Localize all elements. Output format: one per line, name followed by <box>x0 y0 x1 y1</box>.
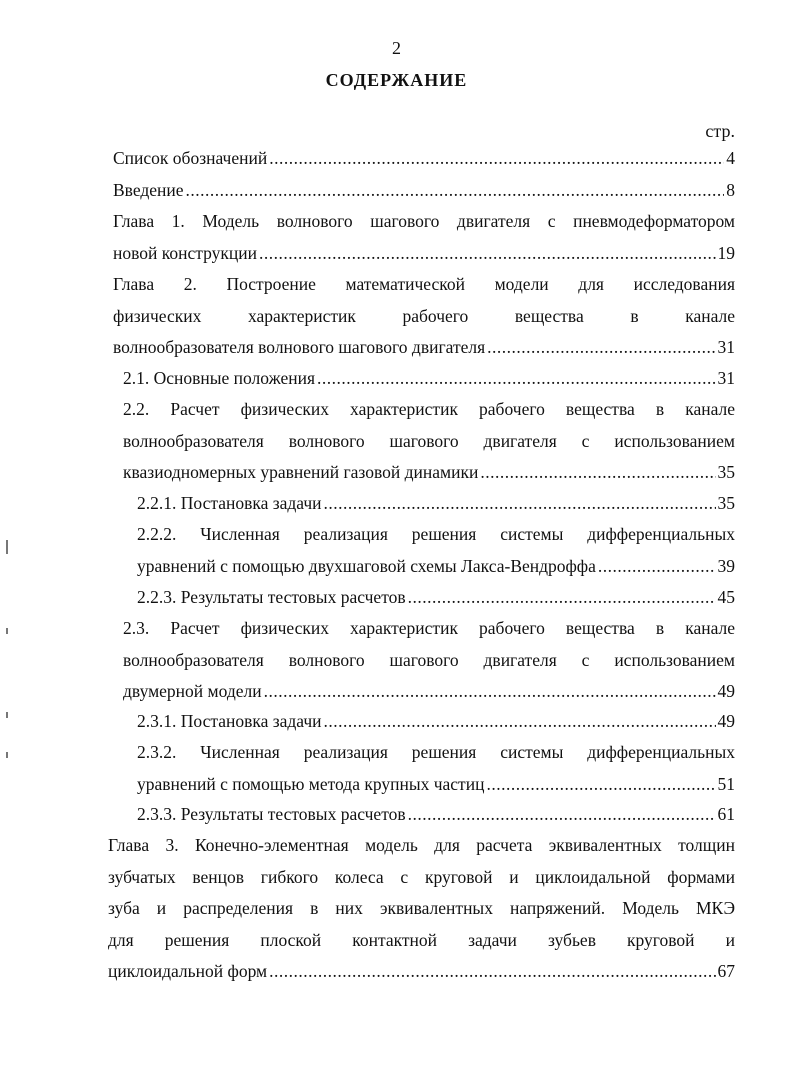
toc-entry-title: 2.3.1. Постановка задачи <box>137 711 322 731</box>
toc-entry[interactable] <box>113 206 735 269</box>
margin-mark <box>6 628 8 634</box>
toc-entry[interactable] <box>137 737 735 800</box>
toc-entry-title: новой конструкции <box>113 242 257 263</box>
toc-entry-line: 2.2.2. Численная реализация решения системы дифференциальных <box>137 524 735 544</box>
toc-entry-line: 2.3.2. Численная реализация решения системы дифференциальных <box>137 742 735 762</box>
toc-entry-page: 51 <box>717 773 735 794</box>
toc-entry-title: 2.3.3. Результаты тестовых расчетов <box>137 804 406 824</box>
toc-entry-page: 45 <box>717 587 735 607</box>
toc-entry[interactable] <box>113 175 735 207</box>
toc-entry-line: Глава 2. Построение математической модели для исследования <box>113 274 735 294</box>
margin-mark <box>6 540 8 554</box>
toc-entry-line: Глава 3. Конечно-элементная модель для расчета эквивалентных толщин <box>108 835 735 855</box>
toc-entry[interactable] <box>137 799 735 831</box>
toc-entry[interactable] <box>108 830 735 988</box>
toc-entry-title: волнообразователя волнового шагового двигателя <box>113 337 486 357</box>
toc-entry-page: 39 <box>717 555 735 576</box>
toc-entry-title: 2.1. Основные положения <box>123 368 316 388</box>
toc-entry[interactable] <box>137 706 735 738</box>
toc-entry-page: 19 <box>717 242 735 263</box>
toc-entry-line: Глава 1. Модель волнового шагового двигателя с пневмодеформатором <box>113 211 735 231</box>
toc-entry[interactable] <box>137 488 735 520</box>
toc-entry-line: волнообразователя волнового шагового двигателя с использованием <box>123 430 735 451</box>
toc-entry[interactable] <box>137 582 735 614</box>
toc-entry-page: 35 <box>717 462 735 482</box>
toc-entry-page: 61 <box>717 804 735 824</box>
toc-entry-line: 2.3. Расчет физических характеристик рабочего вещества в канале <box>123 618 735 638</box>
toc-entry-page: 49 <box>717 711 735 731</box>
toc-entry-title: уравнений с помощью метода крупных частиц <box>137 773 485 794</box>
toc-entry-line: для решения плоской контактной задачи зубьев круговой и <box>108 929 735 950</box>
toc-entry-line: зубчатых венцов гибкого колеса с круговой и циклоидальной формами <box>108 866 735 887</box>
toc-entry[interactable] <box>113 269 735 364</box>
page-column-label: стр. <box>705 121 735 141</box>
toc-entry-title: квазиодномерных уравнений газовой динамики <box>123 462 479 482</box>
toc-entry-page: 35 <box>717 493 735 513</box>
page-number: 2 <box>392 38 401 58</box>
toc-entry-line: физических характеристик рабочего вещества в канале <box>113 305 735 326</box>
toc-entry-title: 2.2.1. Постановка задачи <box>137 493 322 513</box>
toc-entry-title: Список обозначений <box>113 148 268 168</box>
margin-mark <box>6 712 8 718</box>
toc-entry-page: 8 <box>726 180 735 200</box>
toc-entry[interactable] <box>123 613 735 708</box>
toc-entry[interactable] <box>137 519 735 582</box>
toc-entry-page: 67 <box>717 961 735 981</box>
toc-entry-line: зуба и распределения в них эквивалентных напряжений. Модель МКЭ <box>108 898 735 918</box>
toc-entry-page: 4 <box>726 148 735 168</box>
toc-entry-title: Введение <box>113 180 184 200</box>
margin-mark <box>6 752 8 758</box>
toc-entry[interactable] <box>123 363 735 395</box>
toc-entry-page: 31 <box>717 337 735 357</box>
page-title: СОДЕРЖАНИЕ <box>325 70 468 90</box>
toc-entry-title: 2.2.3. Результаты тестовых расчетов <box>137 587 406 607</box>
toc-entry-page: 49 <box>717 681 735 701</box>
toc-entry[interactable] <box>113 143 735 175</box>
toc-entry-title: циклоидальной форм <box>108 961 268 981</box>
toc-entry-line: 2.2. Расчет физических характеристик рабочего вещества в канале <box>123 399 735 419</box>
toc-entry-line: волнообразователя волнового шагового двигателя с использованием <box>123 649 735 670</box>
toc-entry[interactable] <box>123 394 735 489</box>
toc-entry-page: 31 <box>717 368 735 388</box>
toc-entry-title: двумерной модели <box>123 681 262 701</box>
toc-entry-title: уравнений с помощью двухшаговой схемы Лакса-Вендроффа <box>137 555 596 576</box>
